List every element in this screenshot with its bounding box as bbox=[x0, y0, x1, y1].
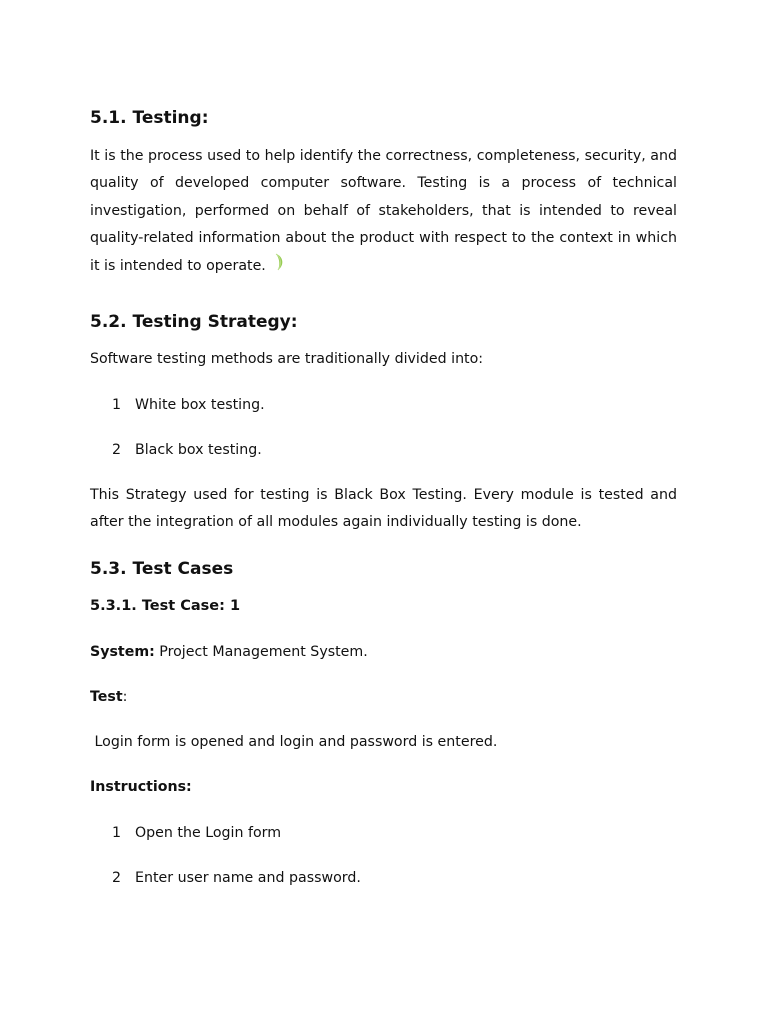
section-heading-5-2: 5.2. Testing Strategy: bbox=[90, 312, 298, 332]
list-item-text: Enter user name and password. bbox=[135, 870, 361, 886]
system-label: System: bbox=[90, 644, 155, 660]
section-heading-5-3: 5.3. Test Cases bbox=[90, 559, 234, 579]
list-item-number: 1 bbox=[112, 825, 122, 841]
test-label: Test bbox=[90, 689, 123, 705]
list-item-text: Black box testing. bbox=[135, 442, 262, 458]
list-item-number: 1 bbox=[112, 397, 122, 413]
spinner-icon bbox=[270, 252, 286, 272]
document-page bbox=[90, 0, 677, 1024]
test-line bbox=[90, 689, 127, 705]
section-5-2-paragraph: This Strategy used for testing is Black Box Testing. Every module is tested and after the integration of all modules again individually testing is done. bbox=[90, 487, 677, 531]
section-5-1-paragraph bbox=[90, 143, 677, 280]
test-description: Login form is opened and login and password is entered. bbox=[90, 734, 498, 750]
list-item-text: White box testing. bbox=[135, 397, 265, 413]
system-value: Project Management System. bbox=[154, 644, 368, 660]
section-5-1-text: It is the process used to help identify the correctness, completeness, security, and quality of developed computer software. Testing is a process of technical investigation, performed on behalf of stakeholders, that is intended to reveal quality-related information about the product with respect to the context in which it is intended to operate. bbox=[90, 148, 677, 275]
list-item-number: 2 bbox=[112, 442, 122, 458]
list-item-text: Open the Login form bbox=[135, 825, 282, 841]
subsection-heading-5-3-1: 5.3.1. Test Case: 1 bbox=[90, 598, 241, 614]
test-colon: : bbox=[122, 689, 128, 705]
section-5-2-intro: Software testing methods are traditionally divided into: bbox=[90, 351, 484, 367]
system-line bbox=[90, 644, 368, 660]
list-item-number: 2 bbox=[112, 870, 122, 886]
section-heading-5-1: 5.1. Testing: bbox=[90, 108, 209, 128]
instructions-label: Instructions: bbox=[90, 779, 192, 795]
